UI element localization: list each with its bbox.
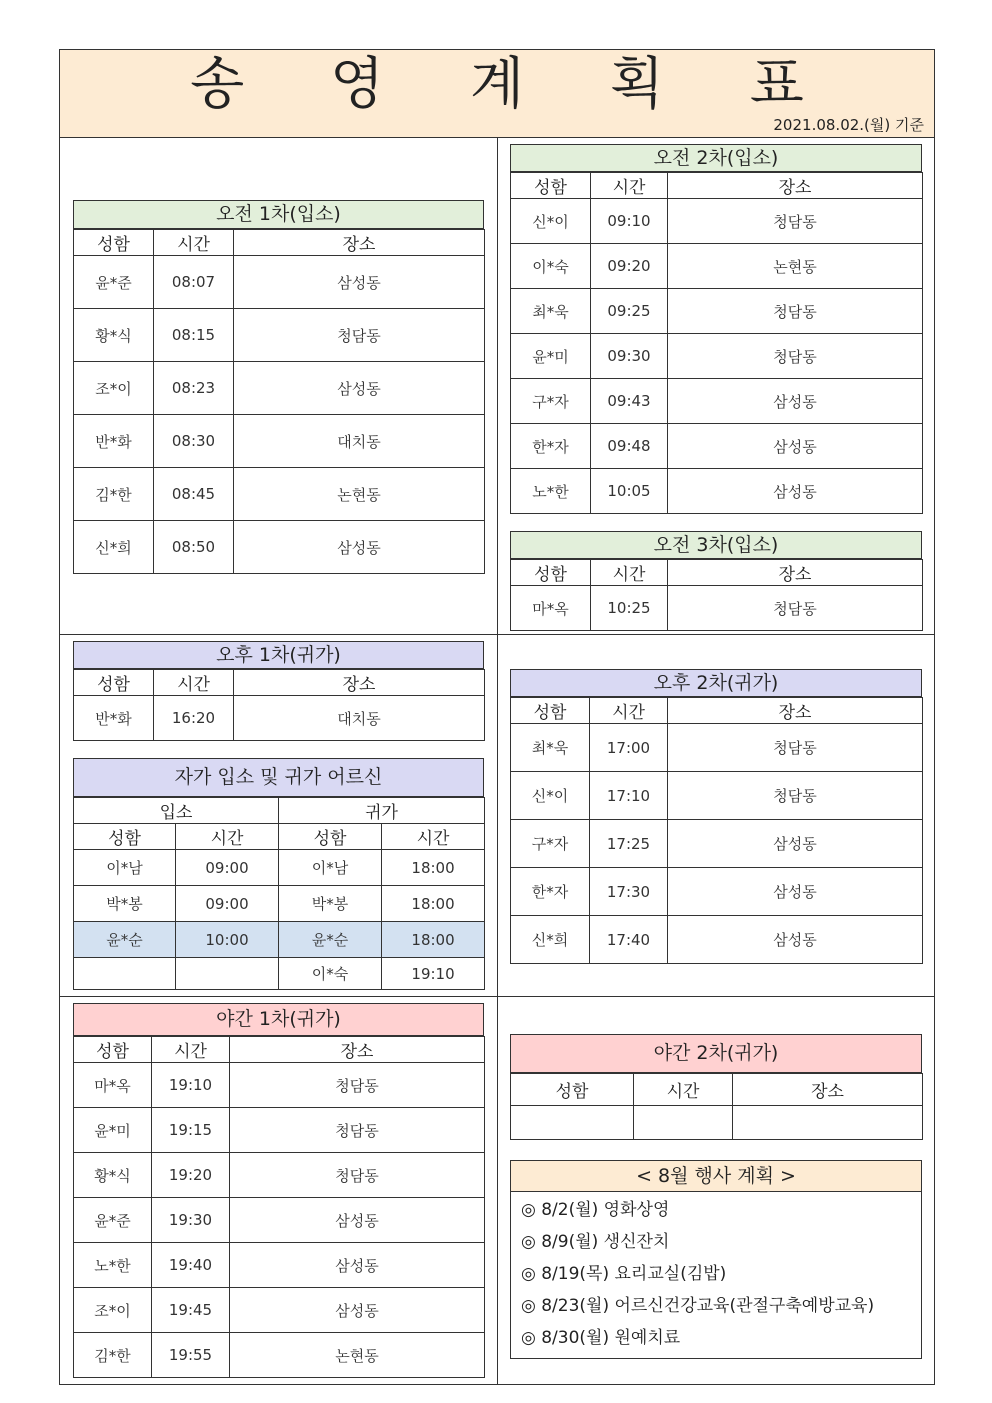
table-row [511, 244, 923, 289]
pm2-cell-place: 삼성동 [668, 916, 923, 964]
pm2-cell-place: 청담동 [668, 772, 923, 820]
am2-block [510, 144, 922, 514]
pm2-cell-place: 청담동 [668, 724, 923, 772]
table-row [74, 309, 485, 362]
ng2-cell-name [511, 1106, 634, 1140]
am2-cell-time: 10:05 [591, 469, 668, 514]
ng2-header-time: 시간 [634, 1074, 733, 1106]
pm2-title: 오후 2차(귀가) [510, 669, 922, 697]
event-item: ◎ 8/2(월) 영화상영 [521, 1200, 670, 1220]
am1-cell-place: 청담동 [234, 309, 485, 362]
pm2-cell-name: 구*자 [511, 820, 590, 868]
am2-cell-time: 09:20 [591, 244, 668, 289]
am1-cell-place: 대치동 [234, 415, 485, 468]
ng2-header-name: 성함 [511, 1074, 634, 1106]
ng1-cell-name: 윤*준 [74, 1198, 152, 1243]
ng1-cell-name: 노*한 [74, 1243, 152, 1288]
pm2-cell-time: 17:00 [590, 724, 668, 772]
am1-cell-place: 삼성동 [234, 256, 485, 309]
am2-header-name: 성함 [511, 173, 591, 199]
am2-cell-place: 청담동 [668, 199, 923, 244]
table-row [74, 1108, 485, 1153]
table-row [511, 199, 923, 244]
am1-block [73, 200, 484, 574]
ng1-cell-time: 19:40 [152, 1243, 230, 1288]
self-header-in-time: 시간 [176, 824, 279, 850]
am1-cell-time: 08:30 [154, 415, 234, 468]
am2-cell-name: 윤*미 [511, 334, 591, 379]
ng2-header-place: 장소 [733, 1074, 923, 1106]
pm1-cell-name: 반*화 [74, 696, 154, 741]
am2-cell-time: 09:25 [591, 289, 668, 334]
reference-date: 2021.08.02.(월) 기준 [773, 116, 924, 134]
table-row [74, 922, 485, 958]
am2-cell-name: 한*자 [511, 424, 591, 469]
pm1-header-name: 성함 [74, 670, 154, 696]
pm2-cell-name: 한*자 [511, 868, 590, 916]
table-row [74, 850, 485, 886]
table-row [74, 1333, 485, 1378]
am1-cell-name: 김*한 [74, 468, 154, 521]
pm2-header-time: 시간 [590, 698, 668, 724]
events-block [510, 1160, 922, 1359]
pm2-block [510, 669, 922, 964]
am2-cell-place: 청담동 [668, 334, 923, 379]
self-cell-in-name: 윤*순 [74, 922, 176, 958]
table-row [511, 1106, 923, 1140]
ng2-cell-time [634, 1106, 733, 1140]
am2-title: 오전 2차(입소) [510, 144, 922, 172]
table-row [511, 868, 923, 916]
table-row [74, 521, 485, 574]
ng1-cell-name: 마*옥 [74, 1063, 152, 1108]
pm2-header-place: 장소 [668, 698, 923, 724]
ng1-cell-place: 청담동 [230, 1063, 485, 1108]
am2-cell-place: 삼성동 [668, 424, 923, 469]
ng1-cell-place: 논현동 [230, 1333, 485, 1378]
self-cell-out-time: 18:00 [382, 922, 485, 958]
ng1-cell-place: 삼성동 [230, 1198, 485, 1243]
am2-cell-time: 09:30 [591, 334, 668, 379]
title-band [60, 50, 934, 138]
pm1-block [73, 641, 484, 741]
self-cell-out-name: 이*남 [279, 850, 382, 886]
am1-cell-name: 신*희 [74, 521, 154, 574]
am1-cell-place: 논현동 [234, 468, 485, 521]
table-row [511, 820, 923, 868]
am3-cell-time: 10:25 [591, 586, 668, 631]
am1-cell-name: 황*식 [74, 309, 154, 362]
ng1-cell-time: 19:10 [152, 1063, 230, 1108]
ng1-cell-name: 김*한 [74, 1333, 152, 1378]
ng1-table [73, 1036, 485, 1378]
am1-title: 오전 1차(입소) [73, 200, 484, 229]
ng2-table [510, 1073, 923, 1140]
am1-cell-time: 08:50 [154, 521, 234, 574]
self-cell-out-name: 이*숙 [279, 958, 382, 990]
am2-cell-place: 청담동 [668, 289, 923, 334]
am2-cell-time: 09:43 [591, 379, 668, 424]
table-row [511, 424, 923, 469]
ng1-cell-name: 황*식 [74, 1153, 152, 1198]
event-item: ◎ 8/23(월) 어르신건강교육(관절구축예방교육) [521, 1296, 875, 1316]
table-row [74, 256, 485, 309]
pm1-cell-place: 대치동 [234, 696, 485, 741]
am3-block [510, 531, 922, 631]
am2-cell-place: 삼성동 [668, 469, 923, 514]
am2-table [510, 172, 923, 514]
pm2-cell-name: 신*희 [511, 916, 590, 964]
am3-header-time: 시간 [591, 560, 668, 586]
self-header-out-name: 성함 [279, 824, 382, 850]
ng1-cell-place: 청담동 [230, 1153, 485, 1198]
table-row [511, 772, 923, 820]
self-header-in-name: 성함 [74, 824, 176, 850]
pm2-table [510, 697, 923, 964]
ng2-title: 야간 2차(귀가) [510, 1034, 922, 1073]
am1-cell-time: 08:45 [154, 468, 234, 521]
ng1-header-time: 시간 [152, 1037, 230, 1063]
column-divider [497, 138, 498, 1384]
events-title: < 8월 행사 계획 > [510, 1160, 922, 1192]
am2-cell-place: 삼성동 [668, 379, 923, 424]
am2-header-time: 시간 [591, 173, 668, 199]
pm2-cell-time: 17:25 [590, 820, 668, 868]
self-group-in: 입소 [74, 798, 279, 824]
table-row [511, 469, 923, 514]
event-item: ◎ 8/9(월) 생신잔치 [521, 1232, 670, 1252]
am2-cell-time: 09:48 [591, 424, 668, 469]
am1-cell-place: 삼성동 [234, 362, 485, 415]
self-cell-out-name: 윤*순 [279, 922, 382, 958]
self-group-out: 귀가 [279, 798, 485, 824]
am1-cell-time: 08:15 [154, 309, 234, 362]
am2-cell-name: 최*욱 [511, 289, 591, 334]
self-cell-out-time: 19:10 [382, 958, 485, 990]
self-cell-in-time: 10:00 [176, 922, 279, 958]
table-row [74, 1198, 485, 1243]
self-cell-in-name: 박*봉 [74, 886, 176, 922]
table-row [511, 586, 923, 631]
am2-cell-place: 논현동 [668, 244, 923, 289]
table-row [74, 1288, 485, 1333]
table-row [74, 696, 485, 741]
self-cell-in-time [176, 958, 279, 990]
pm1-header-time: 시간 [154, 670, 234, 696]
table-row [74, 886, 485, 922]
self-header-out-time: 시간 [382, 824, 485, 850]
self-cell-out-name: 박*봉 [279, 886, 382, 922]
pm1-header-place: 장소 [234, 670, 485, 696]
table-row [74, 468, 485, 521]
table-row [74, 415, 485, 468]
am3-header-place: 장소 [668, 560, 923, 586]
event-item: ◎ 8/30(월) 원예치료 [521, 1328, 681, 1348]
ng1-header-place: 장소 [230, 1037, 485, 1063]
table-row [511, 334, 923, 379]
self-block [73, 758, 484, 990]
ng1-cell-place: 청담동 [230, 1108, 485, 1153]
am1-cell-name: 조*이 [74, 362, 154, 415]
am3-title: 오전 3차(입소) [510, 531, 922, 559]
self-cell-in-time: 09:00 [176, 886, 279, 922]
event-item: ◎ 8/19(목) 요리교실(김밥) [521, 1264, 727, 1284]
am1-table [73, 229, 485, 574]
pm2-header-name: 성함 [511, 698, 590, 724]
ng1-cell-time: 19:30 [152, 1198, 230, 1243]
am1-cell-time: 08:23 [154, 362, 234, 415]
row-divider-1 [60, 634, 934, 635]
pm1-table [73, 669, 485, 741]
ng1-cell-place: 삼성동 [230, 1288, 485, 1333]
self-title: 자가 입소 및 귀가 어르신 [73, 758, 484, 797]
am2-cell-time: 09:10 [591, 199, 668, 244]
pm2-cell-name: 최*욱 [511, 724, 590, 772]
events-list [510, 1192, 922, 1359]
am3-cell-place: 청담동 [668, 586, 923, 631]
pm2-cell-time: 17:30 [590, 868, 668, 916]
am1-cell-place: 삼성동 [234, 521, 485, 574]
ng1-block [73, 1003, 484, 1378]
self-table [73, 797, 485, 990]
ng1-cell-name: 조*이 [74, 1288, 152, 1333]
ng2-block [510, 1034, 922, 1140]
ng1-cell-time: 19:15 [152, 1108, 230, 1153]
table-row [74, 958, 485, 990]
ng1-header-name: 성함 [74, 1037, 152, 1063]
am2-cell-name: 신*이 [511, 199, 591, 244]
am1-header-time: 시간 [154, 230, 234, 256]
pm2-cell-place: 삼성동 [668, 820, 923, 868]
ng1-cell-time: 19:20 [152, 1153, 230, 1198]
am1-header-name: 성함 [74, 230, 154, 256]
self-cell-in-name [74, 958, 176, 990]
self-cell-out-time: 18:00 [382, 850, 485, 886]
pm2-cell-time: 17:10 [590, 772, 668, 820]
self-cell-in-name: 이*남 [74, 850, 176, 886]
pm1-title: 오후 1차(귀가) [73, 641, 484, 669]
row-divider-2 [60, 996, 934, 997]
ng1-cell-time: 19:45 [152, 1288, 230, 1333]
am3-table [510, 559, 923, 631]
table-row [511, 379, 923, 424]
ng1-cell-time: 19:55 [152, 1333, 230, 1378]
pm2-cell-place: 삼성동 [668, 868, 923, 916]
page-title: 송 영 계 획 표 [190, 52, 838, 117]
am1-cell-name: 반*화 [74, 415, 154, 468]
table-row [511, 724, 923, 772]
pm2-cell-name: 신*이 [511, 772, 590, 820]
pm2-cell-time: 17:40 [590, 916, 668, 964]
am2-cell-name: 노*한 [511, 469, 591, 514]
self-cell-out-time: 18:00 [382, 886, 485, 922]
am2-cell-name: 구*자 [511, 379, 591, 424]
ng1-cell-place: 삼성동 [230, 1243, 485, 1288]
ng2-cell-place [733, 1106, 923, 1140]
table-row [74, 1153, 485, 1198]
table-row [511, 916, 923, 964]
pm1-cell-time: 16:20 [154, 696, 234, 741]
am2-cell-name: 이*숙 [511, 244, 591, 289]
am3-header-name: 성함 [511, 560, 591, 586]
table-row [74, 1063, 485, 1108]
table-row [74, 362, 485, 415]
am1-header-place: 장소 [234, 230, 485, 256]
ng1-title: 야간 1차(귀가) [73, 1003, 484, 1036]
ng1-cell-name: 윤*미 [74, 1108, 152, 1153]
am3-cell-name: 마*옥 [511, 586, 591, 631]
am1-cell-time: 08:07 [154, 256, 234, 309]
self-cell-in-time: 09:00 [176, 850, 279, 886]
am1-cell-name: 윤*준 [74, 256, 154, 309]
table-row [74, 1243, 485, 1288]
table-row [511, 289, 923, 334]
am2-header-place: 장소 [668, 173, 923, 199]
